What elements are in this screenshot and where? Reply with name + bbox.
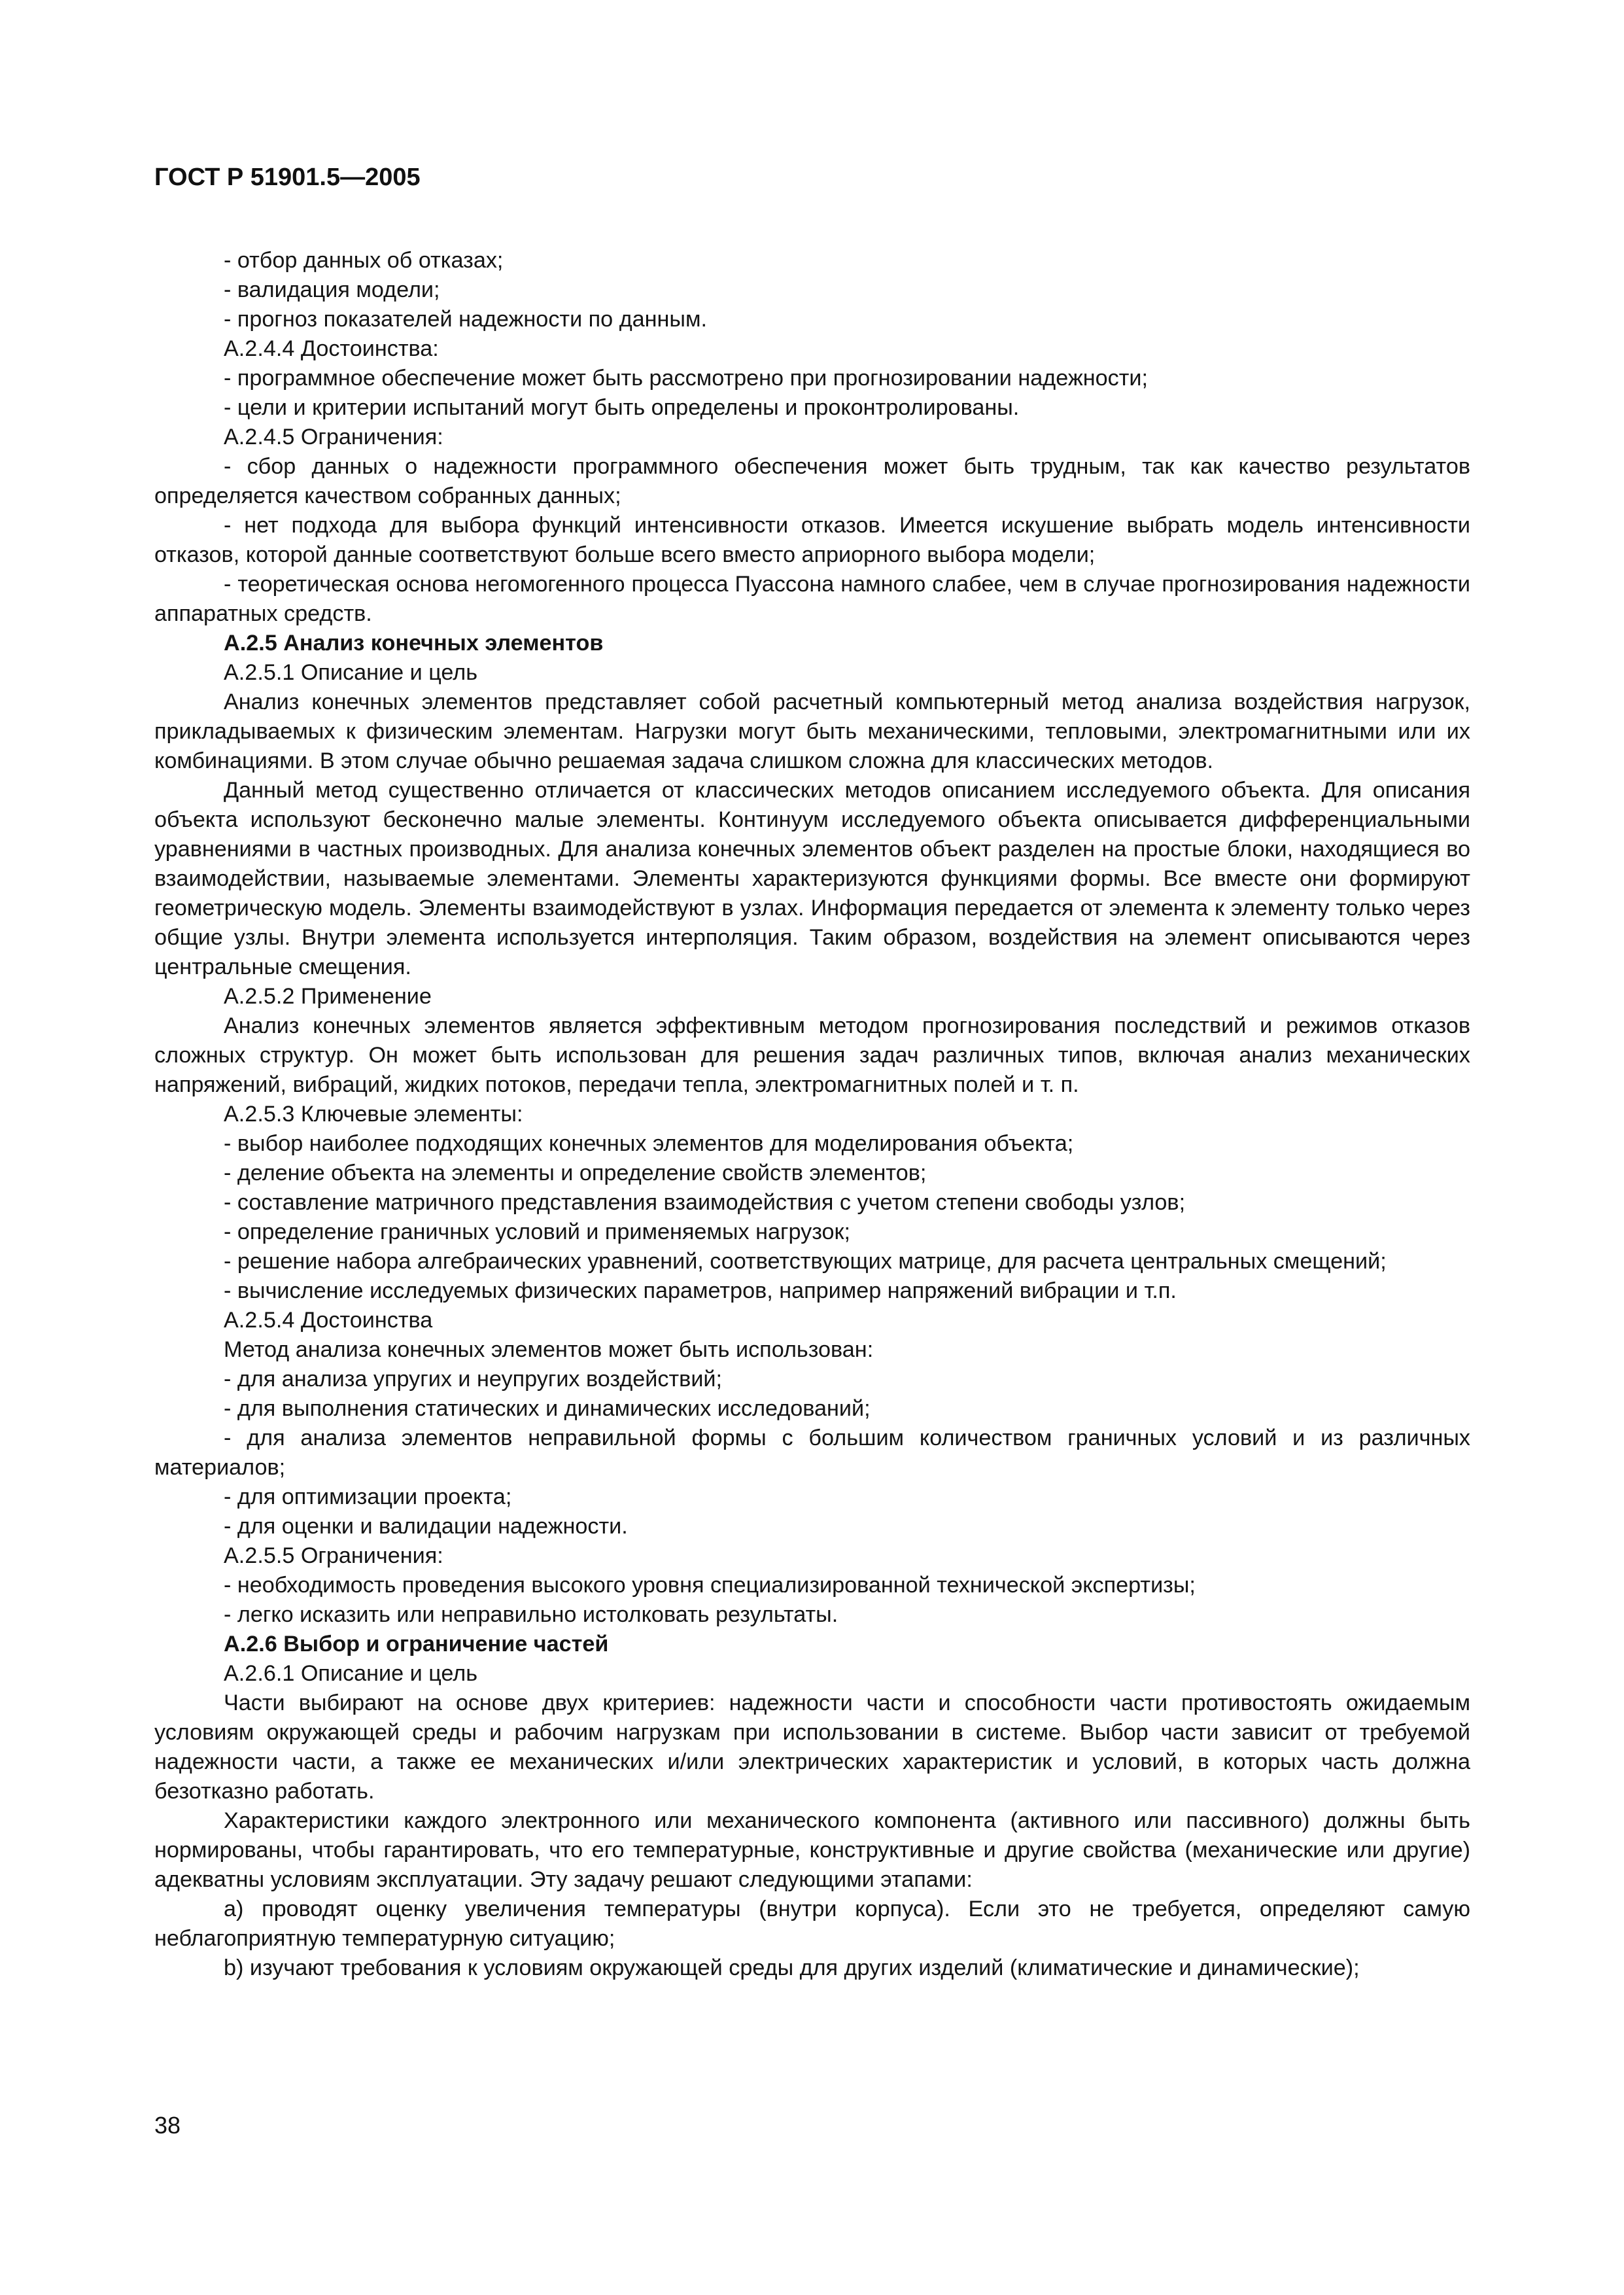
paragraph: - выбор наиболее подходящих конечных элементов для моделирования объекта;	[224, 1131, 1074, 1156]
paragraph: А.2.5.4 Достоинства	[224, 1308, 433, 1333]
paragraph: - валидация модели;	[224, 277, 440, 302]
paragraph: А.2.5.1 Описание и цель	[224, 660, 478, 685]
paragraph: - теоретическая основа негомогенного процесса Пуассона намного слабее, чем в случае прогнозирования надежности аппаратных средств.	[154, 572, 1470, 626]
paragraph: - сбор данных о надежности программного обеспечения может быть трудным, так как качество результатов определяется качеством собранных данных;	[154, 454, 1470, 508]
section-heading: А.2.6 Выбор и ограничение частей	[224, 1632, 609, 1656]
paragraph: - цели и критерии испытаний могут быть определены и проконтролированы.	[224, 395, 1020, 420]
paragraph: - необходимость проведения высокого уровня специализированной технической экспертизы;	[224, 1573, 1196, 1598]
document-header: ГОСТ Р 51901.5—2005	[154, 164, 421, 191]
paragraph: А.2.5.3 Ключевые элементы:	[224, 1102, 523, 1127]
paragraph: - для выполнения статических и динамических исследований;	[224, 1396, 871, 1421]
paragraph: Анализ конечных элементов является эффективным методом прогнозирования последствий и режимов отказов сложных структур. Он может быть использован для решения задач различных типов, включая анализ механических напряжений, вибраций, жидких потоков, передачи тепла, электромагнитных полей и т. п.	[154, 1013, 1470, 1097]
paragraph: - для оценки и валидации надежности.	[224, 1514, 628, 1539]
paragraph: Характеристики каждого электронного или механического компонента (активного или пассивного) должны быть нормированы, чтобы гарантировать, что его температурные, конструктивные и другие свойства (механические или другие) адекватны условиям эксплуатации. Эту задачу решают следующими этапами:	[154, 1808, 1470, 1892]
section-heading: А.2.5 Анализ конечных элементов	[224, 631, 604, 656]
paragraph: А.2.6.1 Описание и цель	[224, 1661, 478, 1686]
paragraph: Анализ конечных элементов представляет собой расчетный компьютерный метод анализа воздействия нагрузок, прикладываемых к физическим элементам. Нагрузки могут быть механическими, тепловыми, электромагнитными или их комбинациями. В этом случае обычно решаемая задача слишком сложна для классических методов.	[154, 690, 1470, 773]
paragraph: Части выбирают на основе двух критериев: надежности части и способности части противостоять ожидаемым условиям окружающей среды и рабочим нагрузкам при использовании в системе. Выбор части зависит от требуемой надежности части, а также ее механических и/или электрических характеристик и условий, в которых часть должна безотказно работать.	[154, 1691, 1470, 1804]
paragraph: А.2.5.5 Ограничения:	[224, 1543, 443, 1568]
paragraph: - вычисление исследуемых физических параметров, например напряжений вибрации и т.п.	[224, 1278, 1177, 1303]
paragraph: - легко исказить или неправильно истолковать результаты.	[224, 1602, 838, 1627]
paragraph: а) проводят оценку увеличения температуры (внутри корпуса). Если это не требуется, определяют самую неблагоприятную температурную ситуацию;	[154, 1897, 1470, 1951]
paragraph: - определение граничных условий и применяемых нагрузок;	[224, 1219, 850, 1244]
paragraph: - решение набора алгебраических уравнений, соответствующих матрице, для расчета центральных смещений;	[224, 1249, 1387, 1274]
paragraph: А.2.5.2 Применение	[224, 984, 432, 1009]
paragraph: b) изучают требования к условиям окружающей среды для других изделий (климатические и динамические);	[224, 1955, 1360, 1980]
paragraph: - отбор данных об отказах;	[224, 248, 504, 273]
paragraph: - для анализа элементов неправильной формы с большим количеством граничных условий и из различных материалов;	[154, 1426, 1470, 1480]
paragraph: А.2.4.4 Достоинства:	[224, 336, 439, 361]
paragraph: - составление матричного представления взаимодействия с учетом степени свободы узлов;	[224, 1190, 1186, 1215]
paragraph: Метод анализа конечных элементов может быть использован:	[224, 1337, 874, 1362]
page-number: 38	[154, 2112, 181, 2139]
paragraph: - программное обеспечение может быть рассмотрено при прогнозировании надежности;	[224, 366, 1148, 391]
paragraph: Данный метод существенно отличается от классических методов описанием исследуемого объекта. Для описания объекта используют бесконечно малые элементы. Континуум исследуемого объекта описывается дифференциальными уравнениями в частных производных. Для анализа конечных элементов объект разделен на простые блоки, находящиеся во взаимодействии, называемые элементами. Элементы характеризуются функциями формы. Все вместе они формируют геометрическую модель. Элементы взаимодействуют в узлах. Информация передается от элемента к элементу только через общие узлы. Внутри элемента используется интерполяция. Таким образом, воздействия на элемент описываются через центральные смещения.	[154, 778, 1470, 979]
paragraph: - нет подхода для выбора функций интенсивности отказов. Имеется искушение выбрать модель интенсивности отказов, которой данные соответствуют больше всего вместо априорного выбора модели;	[154, 513, 1470, 567]
paragraph: - для оптимизации проекта;	[224, 1484, 512, 1509]
paragraph: - для анализа упругих и неупругих воздействий;	[224, 1367, 723, 1392]
paragraph: А.2.4.5 Ограничения:	[224, 425, 443, 449]
paragraph: - прогноз показателей надежности по данным.	[224, 307, 707, 332]
document-body	[154, 246, 1470, 1983]
paragraph: - деление объекта на элементы и определение свойств элементов;	[224, 1161, 927, 1185]
